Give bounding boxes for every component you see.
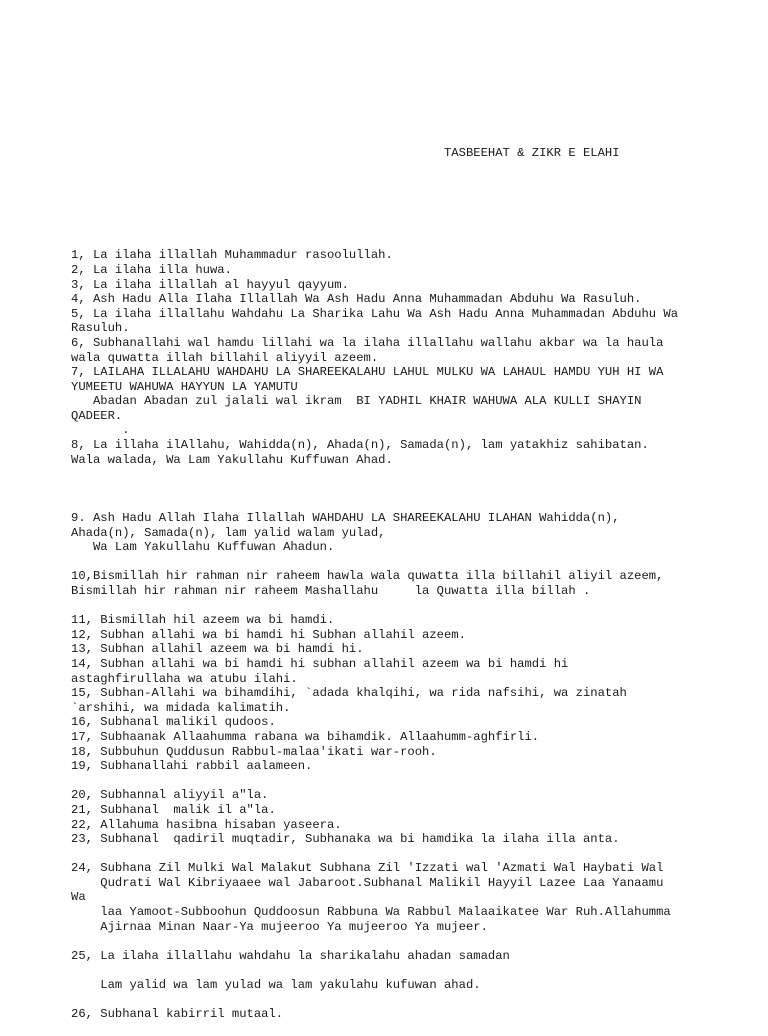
text-line: Rasuluh.: [71, 321, 130, 336]
text-line: 6, Subhanallahi wal hamdu lillahi wa la ilaha illallahu wallahu akbar wa la haula: [71, 335, 664, 350]
text-line: Bismillah hir rahman nir raheem Mashallahu la Quwatta illa billah .: [71, 584, 591, 598]
text-line: [71, 934, 731, 949]
text-line: 16, Subhanal malikil qudoos.: [71, 715, 276, 730]
text-line: Lam yalid wa lam yulad wa lam yakulahu kufuwan ahad.: [71, 978, 481, 993]
text-line: [71, 482, 731, 497]
text-line: [71, 555, 731, 570]
text-line: YUMEETU WAHUWA HAYYUN LA YAMUTU: [71, 379, 298, 394]
text-line: laa Yamoot-Subboohun Quddoosun Rabbuna Wa Rabbul Malaaikatee War Ruh.Allahumma: [71, 905, 671, 920]
text-line: .: [71, 423, 130, 438]
text-line: 25, La ilaha illallahu wahdahu la sharikalahu ahadan samadan: [71, 948, 510, 963]
text-line: 19, Subhanallahi rabbil aalameen.: [71, 759, 313, 774]
text-line: Wa Lam Yakullahu Kuffuwan Ahadun.: [71, 540, 335, 555]
text-line: QADEER.: [71, 408, 123, 423]
text-line: 13, Subhan allahil azeem wa bi hamdi hi.: [71, 642, 364, 657]
text-line: 7, LAILAHA ILLALAHU WAHDAHU LA SHAREEKALAHU LAHUL MULKU WA LAHAUL HAMDU YUH HI WA: [71, 365, 664, 380]
text-line: 10,Bismillah hir rahman nir raheem hawla wala quwatta illa billahil aliyil azeem,: [71, 569, 664, 584]
text-line: 2, La ilaha illa huwa.: [71, 262, 232, 277]
document-title: TASBEEHAT & ZIKR E ELAHI: [71, 146, 620, 161]
text-line: 1, La ilaha illallah Muhammadur rasoolullah.: [71, 248, 393, 263]
text-line: Abadan Abadan zul jalali wal ikram BI YADHIL KHAIR WAHUWA ALA KULLI SHAYIN: [71, 394, 642, 409]
text-line: 4, Ash Hadu Alla Ilaha Illallah Wa Ash Hadu Anna Muhammadan Abduhu Wa Rasuluh.: [71, 292, 642, 307]
document-body: [71, 117, 731, 1036]
text-line: 23, Subhanal qadiril muqtadir, Subhanaka wa bi hamdika la ilaha illa anta.: [71, 832, 620, 847]
text-line: Ajirnaa Minan Naar-Ya mujeeroo Ya mujeeroo Ya mujeer.: [71, 919, 488, 934]
text-line: [71, 993, 731, 1008]
text-line: Wala walada, Wa Lam Yakullahu Kuffuwan Ahad.: [71, 452, 393, 467]
text-line: `arshihi, wa midada kalimatih.: [71, 700, 291, 715]
text-line: 18, Subbuhun Quddusun Rabbul-malaa'ikati war-rooh.: [71, 744, 437, 759]
text-line: Ahada(n), Samada(n), lam yalid walam yulad,: [71, 525, 386, 540]
text-line: [71, 219, 731, 234]
text-line: 17, Subhaanak Allaahumma rabana wa bihamdik. Allaahumm-aghfirli.: [71, 729, 540, 744]
text-line: 8, La illaha ilAllahu, Wahidda(n), Ahada(n), Samada(n), lam yatakhiz sahibatan.: [71, 438, 649, 453]
text-line: [71, 847, 731, 862]
document-lines: [71, 190, 731, 1022]
text-line: 12, Subhan allahi wa bi hamdi hi Subhan allahil azeem.: [71, 627, 466, 642]
text-line: 15, Subhan-Allahi wa bihamdihi, `adada khalqihi, wa rida nafsihi, wa zinatah: [71, 686, 627, 701]
text-line: astaghfirullaha wa atubu ilahi.: [71, 671, 298, 686]
text-line: 5, La ilaha illallahu Wahdahu La Sharika Lahu Wa Ash Hadu Anna Muhammadan Abduhu Wa: [71, 306, 679, 321]
text-line: Qudrati Wal Kibriyaaee wal Jabaroot.Subhanal Malikil Hayyil Lazee Laa Yanaamu: [71, 875, 664, 890]
text-line: 3, La ilaha illallah al hayyul qayyum.: [71, 277, 349, 292]
text-line: 24, Subhana Zil Mulki Wal Malakut Subhana Zil 'Izzati wal 'Azmati Wal Haybati Wal: [71, 861, 664, 876]
text-line: 22, Allahuma hasibna hisaban yaseera.: [71, 817, 342, 832]
text-line: 20, Subhannal aliyyil a"la.: [71, 788, 269, 803]
text-line: 9. Ash Hadu Allah Ilaha Illallah WAHDAHU LA SHAREEKALAHU ILAHAN Wahidda(n),: [71, 511, 620, 526]
text-line: 26, Subhanal kabirril mutaal.: [71, 1007, 284, 1022]
text-line: [71, 599, 731, 614]
text-line: [71, 963, 731, 978]
text-line: 21, Subhanal malik il a"la.: [71, 802, 276, 817]
text-line: 11, Bismillah hil azeem wa bi hamdi.: [71, 613, 335, 628]
text-line: [71, 467, 731, 482]
text-line: 14, Subhan allahi wa bi hamdi hi subhan allahil azeem wa bi hamdi hi: [71, 656, 569, 671]
text-line: wala quwatta illah billahil aliyyil azeem.: [71, 350, 379, 365]
text-line: [71, 234, 731, 249]
text-line: [71, 205, 731, 220]
text-line: [71, 496, 731, 511]
text-line: [71, 774, 731, 789]
text-line: [71, 190, 731, 205]
text-line: Wa: [71, 890, 86, 905]
